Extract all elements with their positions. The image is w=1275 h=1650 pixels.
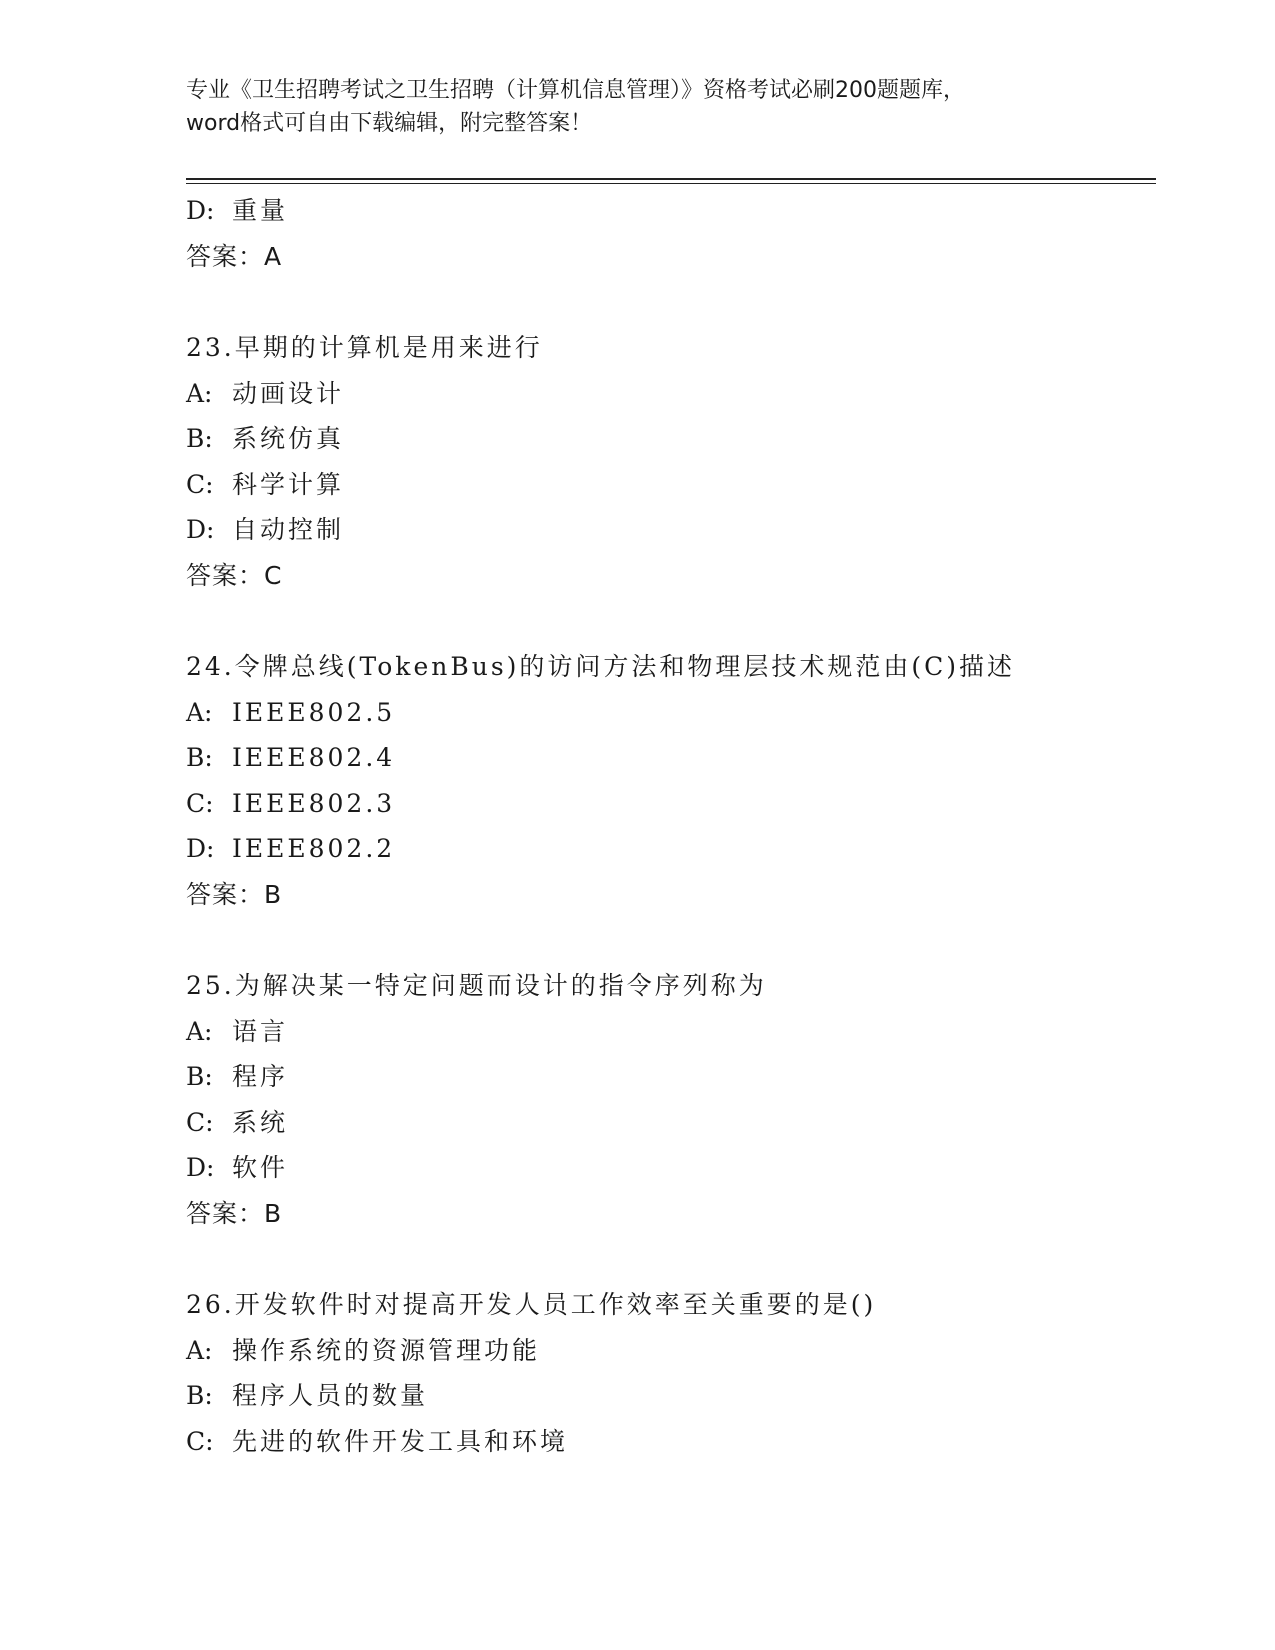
option-label: C: — [186, 788, 214, 818]
option-row — [186, 735, 1156, 781]
option-row — [186, 1145, 1156, 1191]
option-label: B: — [186, 743, 213, 772]
answer-line: 答案：B — [186, 1198, 283, 1228]
option-row — [186, 1328, 1156, 1374]
option-row — [186, 371, 1156, 417]
question-stem: 24.令牌总线(TokenBus)的访问方法和物理层技术规范由(C)描述 — [186, 652, 1016, 681]
option-text: 先进的软件开发工具和环境 — [232, 1426, 569, 1456]
option-label: B: — [186, 1381, 213, 1410]
answer-line: 答案：A — [186, 241, 283, 271]
option-row — [186, 1419, 1156, 1465]
option-row — [186, 690, 1156, 736]
option-row — [186, 1054, 1156, 1100]
option-label: A: — [186, 697, 213, 727]
option-label: C: — [186, 1426, 214, 1456]
option-row — [186, 781, 1156, 827]
option-label: C: — [186, 469, 214, 499]
option-text: 程序人员的数量 — [232, 1381, 429, 1410]
option-label: A: — [186, 1016, 213, 1046]
option-row — [186, 1100, 1156, 1146]
option-text: 操作系统的资源管理功能 — [232, 1335, 541, 1365]
option-text: IEEE802.5 — [232, 697, 396, 727]
option-text: 重量 — [232, 196, 289, 225]
document-header — [186, 74, 1086, 140]
option-label: A: — [186, 1335, 213, 1365]
option-text: IEEE802.2 — [232, 834, 396, 863]
answer-line: 答案：B — [186, 879, 283, 909]
option-row — [186, 416, 1156, 462]
option-text: 科学计算 — [232, 469, 345, 499]
header-line-2: word格式可自由下载编辑，附完整答案！ — [186, 111, 593, 136]
option-label: B: — [186, 424, 213, 453]
option-row — [186, 462, 1156, 508]
question-stem: 26.开发软件时对提高开发人员工作效率至关重要的是() — [186, 1290, 877, 1319]
option-text: IEEE802.3 — [232, 788, 396, 818]
option-text: 程序 — [232, 1062, 289, 1091]
option-text: 系统 — [232, 1107, 289, 1137]
option-row — [186, 1373, 1156, 1419]
option-row — [186, 507, 1156, 553]
question-list — [186, 188, 1156, 1464]
option-row — [186, 1009, 1156, 1055]
option-label: D: — [186, 834, 215, 863]
option-row — [186, 826, 1156, 872]
header-divider-thin — [186, 183, 1156, 184]
answer-line: 答案：C — [186, 560, 283, 590]
option-text: 系统仿真 — [232, 424, 345, 453]
option-label: D: — [186, 1153, 215, 1182]
option-text: 软件 — [232, 1153, 289, 1182]
option-label: D: — [186, 196, 215, 225]
option-text: 动画设计 — [232, 378, 345, 408]
option-text: IEEE802.4 — [232, 743, 396, 772]
option-label: B: — [186, 1062, 213, 1091]
question-stem: 23.早期的计算机是用来进行 — [186, 333, 543, 362]
option-label: C: — [186, 1107, 214, 1137]
option-text: 语言 — [232, 1016, 289, 1046]
option-row — [186, 188, 1156, 234]
option-label: D: — [186, 515, 215, 544]
header-divider-thick — [186, 178, 1156, 180]
header-line-1: 专业《卫生招聘考试之卫生招聘（计算机信息管理）》资格考试必刷200题题库， — [186, 78, 965, 103]
question-stem: 25.为解决某一特定问题而设计的指令序列称为 — [186, 971, 767, 1000]
option-text: 自动控制 — [232, 515, 345, 544]
option-label: A: — [186, 378, 213, 408]
